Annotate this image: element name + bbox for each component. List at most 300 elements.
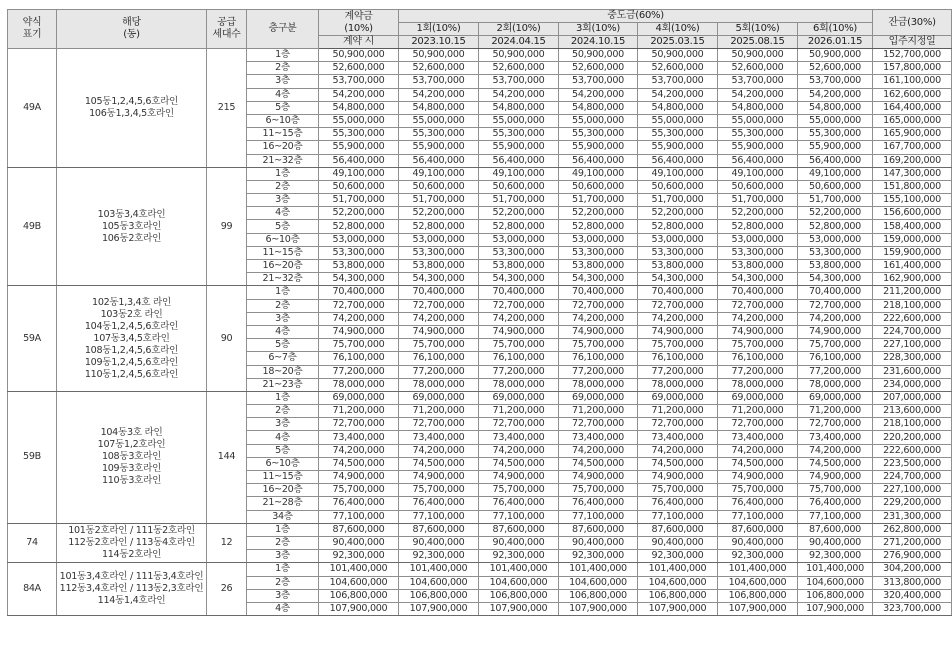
- middle-payment-amount: 74,900,000: [399, 471, 479, 484]
- middle-payment-amount: 74,500,000: [479, 457, 559, 470]
- installment-date: 2023.10.15: [399, 36, 479, 49]
- household-count: 12: [207, 523, 247, 563]
- middle-payment-amount: 72,700,000: [638, 418, 718, 431]
- contract-amount: 77,100,000: [319, 510, 399, 523]
- middle-payment-amount: 106,800,000: [479, 589, 559, 602]
- table-row: [8, 286, 952, 299]
- balance-amount: 227,100,000: [873, 484, 952, 497]
- contract-header: 계약금 (10%): [319, 10, 399, 36]
- middle-payment-amount: 55,300,000: [479, 128, 559, 141]
- middle-payment-amount: 74,500,000: [559, 457, 638, 470]
- middle-payment-amount: 78,000,000: [718, 378, 798, 391]
- middle-payment-amount: 53,000,000: [559, 233, 638, 246]
- floor-range: 2층: [247, 576, 319, 589]
- floor-range: 11~15층: [247, 471, 319, 484]
- middle-payment-amount: 49,100,000: [718, 167, 798, 180]
- installment-label: 5회(10%): [718, 23, 798, 36]
- middle-payment-amount: 107,900,000: [798, 602, 873, 615]
- middle-payment-amount: 50,900,000: [798, 49, 873, 62]
- balance-amount: 162,900,000: [873, 273, 952, 286]
- middle-payment-amount: 72,700,000: [798, 299, 873, 312]
- balance-amount: 169,200,000: [873, 154, 952, 167]
- balance-amount: 262,800,000: [873, 523, 952, 536]
- middle-payment-amount: 54,200,000: [479, 88, 559, 101]
- middle-payment-amount: 72,700,000: [798, 418, 873, 431]
- floor-range: 2층: [247, 180, 319, 193]
- middle-payment-amount: 70,400,000: [559, 286, 638, 299]
- middle-payment-amount: 77,100,000: [718, 510, 798, 523]
- balance-amount: 164,400,000: [873, 101, 952, 114]
- contract-amount: 75,700,000: [319, 484, 399, 497]
- middle-payment-amount: 74,200,000: [718, 444, 798, 457]
- middle-payment-amount: 53,800,000: [638, 260, 718, 273]
- middle-payment-amount: 76,100,000: [559, 352, 638, 365]
- middle-payment-amount: 55,000,000: [798, 114, 873, 127]
- installment-label: 1회(10%): [399, 23, 479, 36]
- floor-range: 6~7층: [247, 352, 319, 365]
- middle-payment-amount: 78,000,000: [638, 378, 718, 391]
- floor-range: 1층: [247, 523, 319, 536]
- contract-amount: 72,700,000: [319, 299, 399, 312]
- middle-payment-amount: 50,900,000: [718, 49, 798, 62]
- balance-amount: 224,700,000: [873, 325, 952, 338]
- floor-range: 21~28층: [247, 497, 319, 510]
- floor-range: 3층: [247, 550, 319, 563]
- floor-range: 3층: [247, 589, 319, 602]
- installment-label: 2회(10%): [479, 23, 559, 36]
- middle-payment-amount: 104,600,000: [559, 576, 638, 589]
- middle-payment-amount: 75,700,000: [718, 339, 798, 352]
- middle-payment-amount: 52,200,000: [479, 207, 559, 220]
- middle-payment-amount: 54,200,000: [399, 88, 479, 101]
- middle-payment-amount: 51,700,000: [638, 194, 718, 207]
- middle-payment-amount: 76,400,000: [479, 497, 559, 510]
- middle-payment-amount: 72,700,000: [479, 418, 559, 431]
- middle-payment-amount: 52,200,000: [798, 207, 873, 220]
- table-row: [8, 563, 952, 576]
- middle-payment-amount: 76,400,000: [718, 497, 798, 510]
- contract-amount: 53,800,000: [319, 260, 399, 273]
- middle-payment-amount: 90,400,000: [798, 536, 873, 549]
- floor-range: 6~10층: [247, 457, 319, 470]
- unit-type: 84A: [8, 563, 57, 616]
- middle-payment-amount: 70,400,000: [638, 286, 718, 299]
- middle-payment-amount: 74,900,000: [798, 325, 873, 338]
- middle-payment-amount: 52,800,000: [718, 220, 798, 233]
- middle-payment-amount: 52,800,000: [638, 220, 718, 233]
- contract-amount: 104,600,000: [319, 576, 399, 589]
- middle-payment-amount: 55,000,000: [479, 114, 559, 127]
- middle-payment-amount: 50,600,000: [638, 180, 718, 193]
- middle-payment-amount: 50,900,000: [638, 49, 718, 62]
- middle-payment-amount: 72,700,000: [479, 299, 559, 312]
- middle-payment-amount: 75,700,000: [399, 484, 479, 497]
- middle-payment-amount: 77,100,000: [559, 510, 638, 523]
- installment-date: 2024.04.15: [479, 36, 559, 49]
- installment-date: 2025.03.15: [638, 36, 718, 49]
- balance-amount: 229,200,000: [873, 497, 952, 510]
- middle-payment-amount: 75,700,000: [559, 484, 638, 497]
- middle-payment-amount: 87,600,000: [559, 523, 638, 536]
- balance-header: 잔금(30%): [873, 10, 952, 36]
- middle-payment-amount: 78,000,000: [399, 378, 479, 391]
- middle-payment-amount: 76,100,000: [479, 352, 559, 365]
- floor-header: 층구분: [247, 10, 319, 49]
- balance-amount: 222,600,000: [873, 444, 952, 457]
- middle-payment-amount: 101,400,000: [638, 563, 718, 576]
- dong-header: 해당 (동): [57, 10, 207, 49]
- middle-payment-amount: 53,300,000: [399, 246, 479, 259]
- contract-amount: 52,200,000: [319, 207, 399, 220]
- middle-payment-amount: 74,200,000: [399, 444, 479, 457]
- floor-range: 16~20층: [247, 484, 319, 497]
- middle-payment-amount: 101,400,000: [399, 563, 479, 576]
- balance-amount: 207,000,000: [873, 391, 952, 404]
- middle-payment-amount: 70,400,000: [798, 286, 873, 299]
- middle-payment-amount: 56,400,000: [559, 154, 638, 167]
- contract-timing: 계약 시: [319, 36, 399, 49]
- middle-payment-amount: 77,100,000: [798, 510, 873, 523]
- balance-amount: 159,900,000: [873, 246, 952, 259]
- middle-payment-amount: 53,000,000: [399, 233, 479, 246]
- contract-amount: 55,900,000: [319, 141, 399, 154]
- balance-amount: 152,700,000: [873, 49, 952, 62]
- middle-payment-amount: 101,400,000: [559, 563, 638, 576]
- middle-payment-amount: 104,600,000: [479, 576, 559, 589]
- middle-payment-amount: 53,700,000: [559, 75, 638, 88]
- middle-payment-amount: 75,700,000: [798, 484, 873, 497]
- middle-payment-amount: 104,600,000: [638, 576, 718, 589]
- balance-amount: 156,600,000: [873, 207, 952, 220]
- middle-payment-amount: 53,300,000: [718, 246, 798, 259]
- middle-payment-amount: 52,600,000: [479, 62, 559, 75]
- middle-payment-amount: 78,000,000: [798, 378, 873, 391]
- middle-payment-amount: 92,300,000: [479, 550, 559, 563]
- floor-range: 6~10층: [247, 114, 319, 127]
- households-header: 공급 세대수: [207, 10, 247, 49]
- middle-payment-amount: 55,900,000: [479, 141, 559, 154]
- middle-payment-amount: 104,600,000: [718, 576, 798, 589]
- contract-amount: 75,700,000: [319, 339, 399, 352]
- balance-amount: 323,700,000: [873, 602, 952, 615]
- middle-payment-amount: 53,000,000: [798, 233, 873, 246]
- middle-payment-amount: 71,200,000: [559, 405, 638, 418]
- balance-amount: 218,100,000: [873, 299, 952, 312]
- contract-amount: 69,000,000: [319, 391, 399, 404]
- contract-amount: 74,200,000: [319, 444, 399, 457]
- middle-payment-amount: 69,000,000: [638, 391, 718, 404]
- floor-range: 18~20층: [247, 365, 319, 378]
- floor-range: 21~23층: [247, 378, 319, 391]
- middle-payment-amount: 55,900,000: [638, 141, 718, 154]
- floor-range: 2층: [247, 536, 319, 549]
- contract-amount: 90,400,000: [319, 536, 399, 549]
- middle-payment-amount: 87,600,000: [479, 523, 559, 536]
- middle-payment-amount: 77,100,000: [399, 510, 479, 523]
- middle-payment-amount: 50,600,000: [399, 180, 479, 193]
- middle-payment-amount: 75,700,000: [798, 339, 873, 352]
- middle-payment-amount: 55,900,000: [399, 141, 479, 154]
- middle-payment-amount: 53,300,000: [798, 246, 873, 259]
- middle-payment-amount: 73,400,000: [798, 431, 873, 444]
- middle-payment-amount: 53,800,000: [798, 260, 873, 273]
- household-count: 26: [207, 563, 247, 616]
- middle-payment-amount: 74,500,000: [399, 457, 479, 470]
- middle-payment-amount: 78,000,000: [559, 378, 638, 391]
- middle-payment-amount: 54,200,000: [718, 88, 798, 101]
- contract-amount: 76,100,000: [319, 352, 399, 365]
- middle-payment-amount: 75,700,000: [559, 339, 638, 352]
- middle-payment-amount: 50,600,000: [798, 180, 873, 193]
- table-row: [8, 391, 952, 404]
- middle-payment-amount: 53,800,000: [479, 260, 559, 273]
- floor-range: 16~20층: [247, 141, 319, 154]
- middle-payment-amount: 52,200,000: [638, 207, 718, 220]
- middle-payment-amount: 77,200,000: [399, 365, 479, 378]
- contract-amount: 50,900,000: [319, 49, 399, 62]
- contract-amount: 55,000,000: [319, 114, 399, 127]
- middle-payment-amount: 75,700,000: [479, 484, 559, 497]
- balance-amount: 165,900,000: [873, 128, 952, 141]
- middle-payment-amount: 71,200,000: [399, 405, 479, 418]
- middle-payment-amount: 74,200,000: [638, 312, 718, 325]
- floor-range: 3층: [247, 418, 319, 431]
- middle-payment-amount: 52,800,000: [798, 220, 873, 233]
- middle-payment-amount: 56,400,000: [798, 154, 873, 167]
- floor-range: 1층: [247, 49, 319, 62]
- middle-payment-amount: 74,900,000: [399, 325, 479, 338]
- middle-payment-amount: 90,400,000: [559, 536, 638, 549]
- balance-amount: 161,100,000: [873, 75, 952, 88]
- unit-type: 59A: [8, 286, 57, 392]
- middle-payment-amount: 49,100,000: [399, 167, 479, 180]
- middle-payment-amount: 73,400,000: [559, 431, 638, 444]
- middle-payment-amount: 54,800,000: [718, 101, 798, 114]
- middle-payment-amount: 52,600,000: [798, 62, 873, 75]
- floor-range: 16~20층: [247, 260, 319, 273]
- floor-range: 3층: [247, 75, 319, 88]
- household-count: 90: [207, 286, 247, 392]
- middle-payment-amount: 54,200,000: [638, 88, 718, 101]
- middle-payment-amount: 74,900,000: [638, 471, 718, 484]
- middle-payment-amount: 87,600,000: [718, 523, 798, 536]
- floor-range: 21~32층: [247, 154, 319, 167]
- middle-payment-amount: 52,200,000: [718, 207, 798, 220]
- middle-payment-amount: 106,800,000: [559, 589, 638, 602]
- balance-amount: 313,800,000: [873, 576, 952, 589]
- middle-payment-amount: 50,900,000: [559, 49, 638, 62]
- middle-payment-amount: 70,400,000: [718, 286, 798, 299]
- middle-payment-amount: 49,100,000: [559, 167, 638, 180]
- installment-label: 6회(10%): [798, 23, 873, 36]
- middle-payment-amount: 53,800,000: [559, 260, 638, 273]
- middle-payment-amount: 71,200,000: [638, 405, 718, 418]
- middle-payment-amount: 70,400,000: [479, 286, 559, 299]
- middle-payment-amount: 53,700,000: [638, 75, 718, 88]
- middle-payment-amount: 106,800,000: [399, 589, 479, 602]
- balance-amount: 276,900,000: [873, 550, 952, 563]
- middle-payment-amount: 74,200,000: [399, 312, 479, 325]
- middle-payment-amount: 75,700,000: [718, 484, 798, 497]
- balance-amount: 224,700,000: [873, 471, 952, 484]
- middle-payment-amount: 52,200,000: [559, 207, 638, 220]
- middle-payment-amount: 74,200,000: [559, 312, 638, 325]
- balance-amount: 162,600,000: [873, 88, 952, 101]
- middle-payment-amount: 70,400,000: [399, 286, 479, 299]
- contract-amount: 53,000,000: [319, 233, 399, 246]
- balance-timing: 입주지정일: [873, 36, 952, 49]
- middle-payment-amount: 52,800,000: [399, 220, 479, 233]
- middle-payment-amount: 56,400,000: [399, 154, 479, 167]
- middle-payment-amount: 55,000,000: [638, 114, 718, 127]
- middle-payment-amount: 54,300,000: [718, 273, 798, 286]
- middle-payment-amount: 77,200,000: [718, 365, 798, 378]
- contract-amount: 74,900,000: [319, 325, 399, 338]
- middle-payment-amount: 73,400,000: [718, 431, 798, 444]
- balance-amount: 228,300,000: [873, 352, 952, 365]
- floor-range: 1층: [247, 391, 319, 404]
- dong-lines: 101동3,4호라인 / 111동3,4호라인 112동3,4호라인 / 113동2,3호라인 114동1,4호라인: [57, 563, 207, 616]
- contract-amount: 74,200,000: [319, 312, 399, 325]
- balance-amount: 304,200,000: [873, 563, 952, 576]
- middle-payment-amount: 69,000,000: [479, 391, 559, 404]
- middle-payment-header: 중도금(60%): [399, 10, 873, 23]
- middle-payment-amount: 55,900,000: [718, 141, 798, 154]
- contract-amount: 54,800,000: [319, 101, 399, 114]
- middle-payment-amount: 101,400,000: [718, 563, 798, 576]
- middle-payment-amount: 104,600,000: [399, 576, 479, 589]
- middle-payment-amount: 73,400,000: [399, 431, 479, 444]
- floor-range: 34층: [247, 510, 319, 523]
- middle-payment-amount: 90,400,000: [718, 536, 798, 549]
- middle-payment-amount: 54,300,000: [559, 273, 638, 286]
- middle-payment-amount: 53,000,000: [638, 233, 718, 246]
- middle-payment-amount: 53,000,000: [479, 233, 559, 246]
- balance-amount: 159,000,000: [873, 233, 952, 246]
- middle-payment-amount: 50,600,000: [718, 180, 798, 193]
- contract-amount: 55,300,000: [319, 128, 399, 141]
- middle-payment-amount: 77,200,000: [638, 365, 718, 378]
- balance-amount: 222,600,000: [873, 312, 952, 325]
- floor-range: 3층: [247, 312, 319, 325]
- middle-payment-amount: 49,100,000: [479, 167, 559, 180]
- middle-payment-amount: 71,200,000: [718, 405, 798, 418]
- contract-amount: 56,400,000: [319, 154, 399, 167]
- middle-payment-amount: 53,300,000: [638, 246, 718, 259]
- unit-type: 49B: [8, 167, 57, 286]
- middle-payment-amount: 74,200,000: [638, 444, 718, 457]
- middle-payment-amount: 74,200,000: [479, 312, 559, 325]
- floor-range: 4층: [247, 88, 319, 101]
- middle-payment-amount: 54,300,000: [399, 273, 479, 286]
- middle-payment-amount: 52,800,000: [479, 220, 559, 233]
- middle-payment-amount: 51,700,000: [399, 194, 479, 207]
- contract-amount: 71,200,000: [319, 405, 399, 418]
- middle-payment-amount: 72,700,000: [718, 299, 798, 312]
- contract-amount: 78,000,000: [319, 378, 399, 391]
- balance-amount: 161,400,000: [873, 260, 952, 273]
- middle-payment-amount: 69,000,000: [718, 391, 798, 404]
- middle-payment-amount: 52,200,000: [399, 207, 479, 220]
- middle-payment-amount: 107,900,000: [559, 602, 638, 615]
- floor-range: 6~10층: [247, 233, 319, 246]
- middle-payment-amount: 74,900,000: [559, 471, 638, 484]
- middle-payment-amount: 54,800,000: [479, 101, 559, 114]
- middle-payment-amount: 71,200,000: [798, 405, 873, 418]
- middle-payment-amount: 51,700,000: [718, 194, 798, 207]
- middle-payment-amount: 76,100,000: [638, 352, 718, 365]
- floor-range: 1층: [247, 167, 319, 180]
- middle-payment-amount: 92,300,000: [638, 550, 718, 563]
- balance-amount: 220,200,000: [873, 431, 952, 444]
- middle-payment-amount: 73,400,000: [638, 431, 718, 444]
- middle-payment-amount: 55,300,000: [399, 128, 479, 141]
- middle-payment-amount: 76,400,000: [638, 497, 718, 510]
- balance-amount: 155,100,000: [873, 194, 952, 207]
- floor-range: 11~15층: [247, 128, 319, 141]
- middle-payment-amount: 53,700,000: [399, 75, 479, 88]
- table-row: [8, 167, 952, 180]
- middle-payment-amount: 76,400,000: [559, 497, 638, 510]
- balance-amount: 320,400,000: [873, 589, 952, 602]
- middle-payment-amount: 55,000,000: [718, 114, 798, 127]
- middle-payment-amount: 77,100,000: [479, 510, 559, 523]
- contract-amount: 70,400,000: [319, 286, 399, 299]
- middle-payment-amount: 56,400,000: [638, 154, 718, 167]
- middle-payment-amount: 74,900,000: [638, 325, 718, 338]
- middle-payment-amount: 69,000,000: [798, 391, 873, 404]
- middle-payment-amount: 101,400,000: [798, 563, 873, 576]
- installment-date: 2025.08.15: [718, 36, 798, 49]
- middle-payment-amount: 74,200,000: [798, 312, 873, 325]
- contract-amount: 53,700,000: [319, 75, 399, 88]
- middle-payment-amount: 77,200,000: [798, 365, 873, 378]
- household-count: 215: [207, 49, 247, 168]
- balance-amount: 158,400,000: [873, 220, 952, 233]
- middle-payment-amount: 72,700,000: [559, 418, 638, 431]
- middle-payment-amount: 55,300,000: [798, 128, 873, 141]
- middle-payment-amount: 52,600,000: [559, 62, 638, 75]
- household-count: 144: [207, 391, 247, 523]
- middle-payment-amount: 76,100,000: [718, 352, 798, 365]
- middle-payment-amount: 50,900,000: [479, 49, 559, 62]
- middle-payment-amount: 51,700,000: [559, 194, 638, 207]
- middle-payment-amount: 52,600,000: [718, 62, 798, 75]
- middle-payment-amount: 78,000,000: [479, 378, 559, 391]
- middle-payment-amount: 50,600,000: [479, 180, 559, 193]
- middle-payment-amount: 54,300,000: [479, 273, 559, 286]
- middle-payment-amount: 74,200,000: [479, 444, 559, 457]
- dong-lines: 101동2호라인 / 111동2호라인 112동2호라인 / 113동4호라인 114동2호라인: [57, 523, 207, 563]
- middle-payment-amount: 54,800,000: [798, 101, 873, 114]
- middle-payment-amount: 53,700,000: [798, 75, 873, 88]
- middle-payment-amount: 74,200,000: [718, 312, 798, 325]
- middle-payment-amount: 72,700,000: [399, 418, 479, 431]
- middle-payment-amount: 74,200,000: [798, 444, 873, 457]
- middle-payment-amount: 54,800,000: [559, 101, 638, 114]
- dong-lines: 105동1,2,4,5,6호라인 106동1,3,4,5호라인: [57, 49, 207, 168]
- contract-amount: 52,600,000: [319, 62, 399, 75]
- middle-payment-amount: 50,900,000: [399, 49, 479, 62]
- middle-payment-amount: 104,600,000: [798, 576, 873, 589]
- middle-payment-amount: 54,800,000: [399, 101, 479, 114]
- contract-amount: 52,800,000: [319, 220, 399, 233]
- middle-payment-amount: 76,100,000: [798, 352, 873, 365]
- middle-payment-amount: 54,200,000: [798, 88, 873, 101]
- middle-payment-amount: 56,400,000: [479, 154, 559, 167]
- middle-payment-amount: 55,300,000: [718, 128, 798, 141]
- middle-payment-amount: 77,200,000: [559, 365, 638, 378]
